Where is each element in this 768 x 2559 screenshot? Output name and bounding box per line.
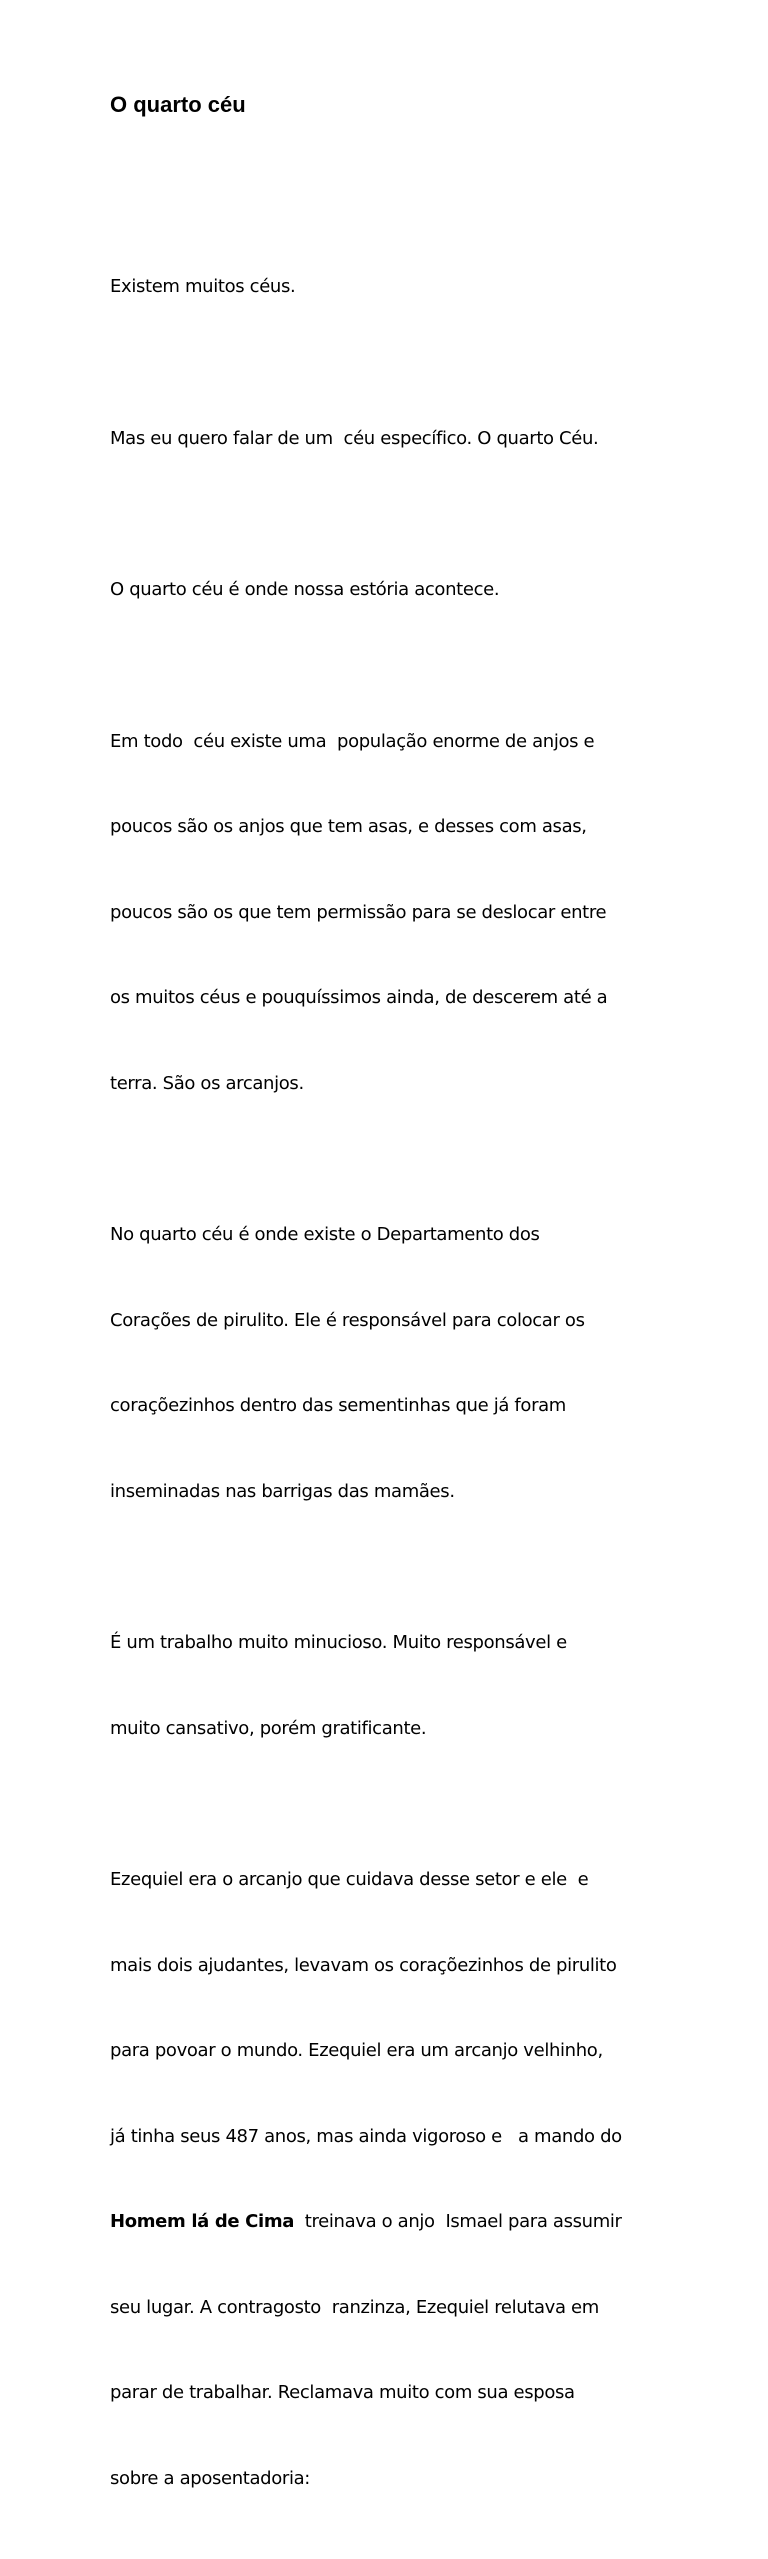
text-line: Corações de pirulito. Ele é responsável para colocar os [110, 1309, 585, 1331]
text-line: Em todo céu existe uma população enorme de anjos e [110, 730, 595, 752]
paragraph-5 [110, 1164, 690, 1563]
text-line: É um trabalho muito minucioso. Muito responsável e [110, 1632, 567, 1653]
text-line: poucos são os que tem permissão para se deslocar entre [110, 901, 607, 923]
text-line: mais dois ajudantes, levavam os coraçõezinhos de pirulito [110, 1954, 617, 1976]
paragraph-4 [110, 671, 690, 1156]
paragraph-2 [110, 368, 690, 511]
text-line: Ezequiel era o arcanjo que cuidava desse setor e ele e [110, 1869, 589, 1890]
text-line: muito cansativo, porém gratificante. [110, 1717, 427, 1739]
page-title: O quarto céu [110, 92, 246, 117]
text-line: os muitos céus e pouquíssimos ainda, de descerem até a [110, 987, 608, 1008]
document-body [110, 216, 690, 2559]
paragraph-1 [110, 216, 690, 359]
emphasis-text: Homem lá de Cima [110, 2211, 295, 2232]
text-line: Mas eu quero falar de um céu específico. O quarto Céu. [110, 427, 599, 449]
text-line: sobre a aposentadoria: [110, 2467, 311, 2489]
text-line: seu lugar. A contragosto ranzinza, Ezequiel relutava em [110, 2296, 599, 2318]
text-line: poucos são os anjos que tem asas, e desses com asas, [110, 816, 587, 837]
text-line: para povoar o mundo. Ezequiel era um arcanjo velhinho, [110, 2040, 603, 2061]
text-line: inseminadas nas barrigas das mamães. [110, 1480, 455, 1502]
text-line: já tinha seus 487 anos, mas ainda vigoroso e a mando do [110, 2125, 622, 2147]
text-line: parar de trabalhar. Reclamava muito com sua esposa [110, 2382, 575, 2403]
text-line: No quarto céu é onde existe o Departamento dos [110, 1224, 540, 1245]
paragraph-3 [110, 519, 690, 662]
paragraph-7 [110, 1809, 690, 2550]
text-line: coraçõezinhos dentro das sementinhas que já foram [110, 1395, 566, 1416]
text-line-with-emphasis [110, 2208, 690, 2237]
text-line: O quarto céu é onde nossa estória acontece. [110, 579, 500, 600]
paragraph-6 [110, 1572, 690, 1800]
text-line: Existem muitos céus. [110, 276, 296, 297]
text-segment: treinava o anjo Ismael para assumir [294, 2211, 622, 2232]
text-line: terra. São os arcanjos. [110, 1072, 304, 1094]
